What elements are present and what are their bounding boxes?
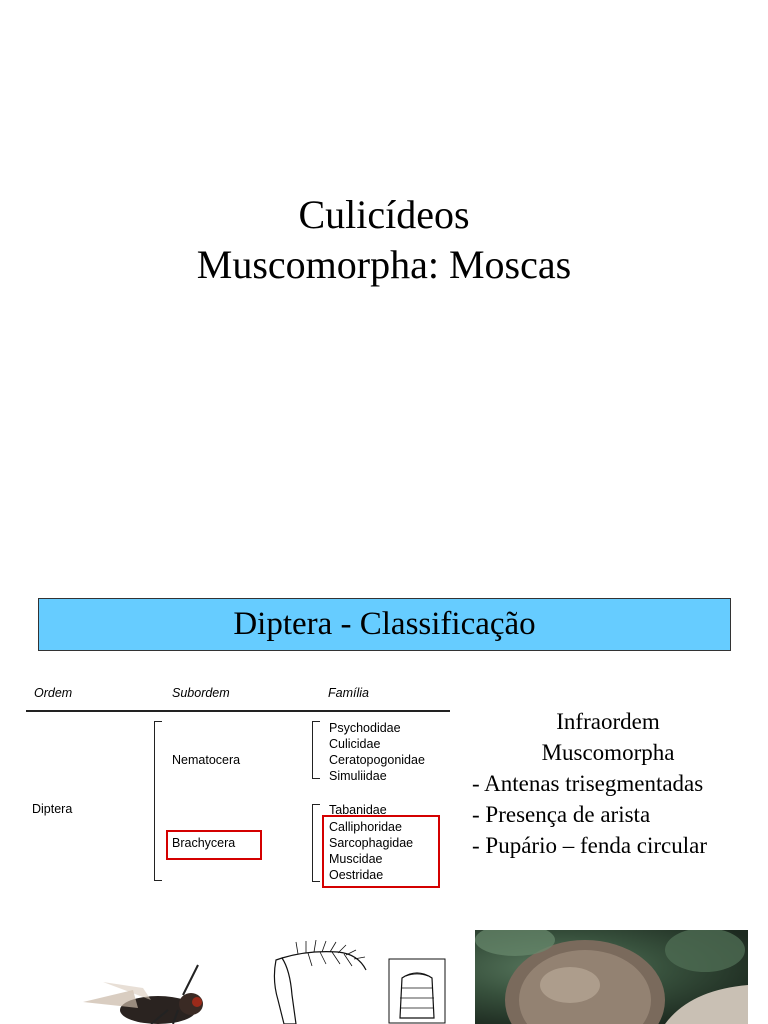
slide-title — [0, 190, 768, 290]
bullet-arista: - Presença de arista — [472, 802, 651, 827]
title-line-1: Culicídeos — [298, 192, 470, 237]
section-header-bar: Diptera - Classificação — [38, 598, 731, 651]
header-subordem: Subordem — [172, 686, 230, 700]
family-calliphoridae: Calliphoridae — [329, 820, 402, 834]
suborder-bracket — [154, 721, 162, 881]
fly-head-closeup-photo — [475, 930, 748, 1024]
family-oestridae: Oestridae — [329, 868, 384, 882]
bullet-pupario: - Pupário – fenda circular — [472, 833, 708, 858]
family-culicidae: Culicidae — [329, 737, 381, 751]
family-ceratopogonidae: Ceratopogonidae — [329, 753, 425, 767]
header-rule — [26, 710, 450, 712]
title-line-2: Muscomorpha: Moscas — [196, 242, 572, 287]
suborder-brachycera: Brachycera — [172, 836, 236, 850]
muscomorpha-heading: Muscomorpha — [541, 740, 675, 765]
classification-table — [26, 680, 452, 895]
suborder-nematocera: Nematocera — [172, 753, 241, 767]
puparium-drawing — [388, 958, 446, 1024]
arista-antenna-drawing — [268, 940, 373, 1024]
nematocera-families-bracket — [312, 721, 320, 779]
infraordem-description — [472, 706, 744, 861]
family-sarcophagidae: Sarcophagidae — [329, 836, 414, 850]
fly-photo — [63, 960, 228, 1024]
family-muscidae: Muscidae — [329, 852, 383, 866]
infraordem-heading: Infraordem — [556, 709, 660, 734]
header-familia: Família — [328, 686, 369, 700]
brachycera-families-bracket — [312, 804, 320, 882]
bullet-antenas: - Antenas trisegmentadas — [472, 771, 704, 796]
header-ordem: Ordem — [34, 686, 73, 700]
family-tabanidae: Tabanidae — [329, 803, 387, 817]
ordem-diptera: Diptera — [32, 802, 73, 816]
family-psychodidae: Psychodidae — [329, 721, 401, 735]
family-simuliidae: Simuliidae — [329, 769, 387, 783]
